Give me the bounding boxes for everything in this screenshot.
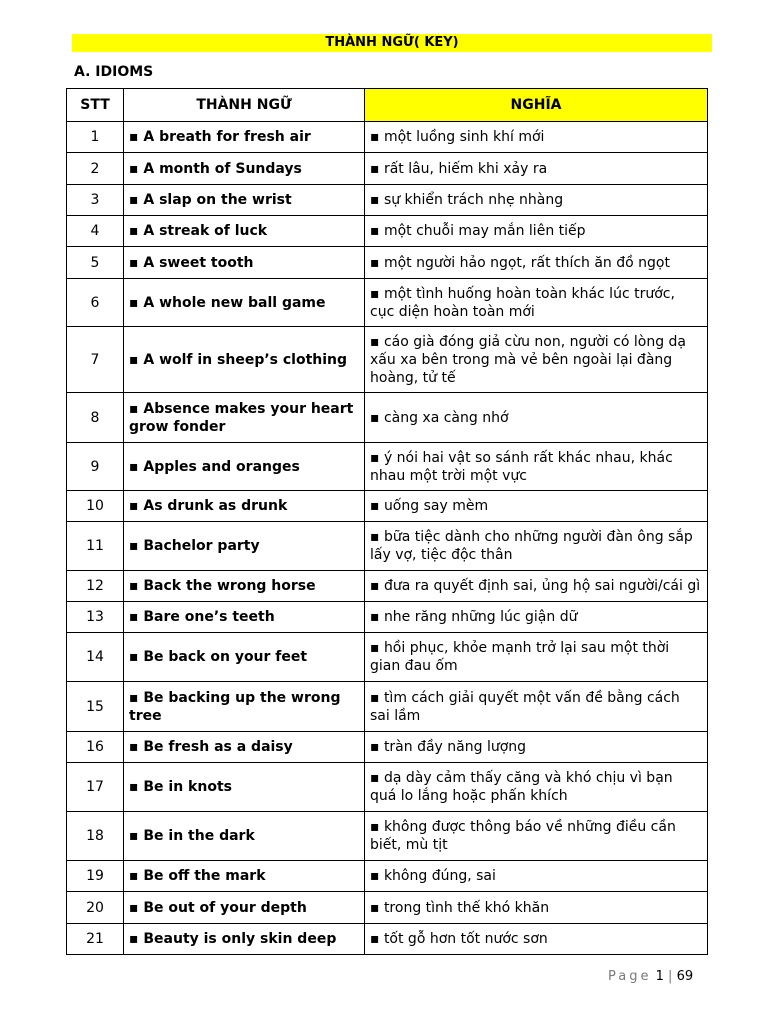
table-row [67,279,708,327]
table-row [67,216,708,247]
header-meaning: NGHĨA [365,89,708,122]
row-number: 16 [67,732,124,763]
meaning-cell: ▪ hồi phục, khỏe mạnh trở lại sau một thời gian đau ốm [365,633,708,682]
row-number: 15 [67,682,124,732]
row-number: 14 [67,633,124,682]
footer-page-total: 69 [676,969,694,984]
row-number: 11 [67,522,124,571]
meaning-cell: ▪ dạ dày cảm thấy căng và khó chịu vì bạn quá lo lắng hoặc phấn khích [365,763,708,812]
table-row [67,924,708,955]
idiom-cell: ▪ Back the wrong horse [124,571,365,602]
row-number: 8 [67,393,124,443]
idiom-cell: ▪ Apples and oranges [124,443,365,491]
table-row [67,185,708,216]
idiom-cell: ▪ Be in knots [124,763,365,812]
table-row [67,732,708,763]
meaning-cell: ▪ cáo già đóng giả cừu non, người có lòng dạ xấu xa bên trong mà vẻ bên ngoài lại đàng hoàng, tử tế [365,327,708,393]
meaning-cell: ▪ tràn đầy năng lượng [365,732,708,763]
meaning-cell: ▪ trong tình thế khó khăn [365,892,708,924]
row-number: 10 [67,491,124,522]
table-row [67,602,708,633]
idiom-cell: ▪ Be off the mark [124,861,365,892]
idiom-cell: ▪ Bare one’s teeth [124,602,365,633]
table-row [67,522,708,571]
meaning-cell: ▪ ý nói hai vật so sánh rất khác nhau, khác nhau một trời một vực [365,443,708,491]
row-number: 13 [67,602,124,633]
idiom-cell: ▪ A whole new ball game [124,279,365,327]
meaning-cell: ▪ rất lâu, hiếm khi xảy ra [365,153,708,185]
row-number: 9 [67,443,124,491]
page-footer [608,969,693,985]
idiom-cell: ▪ Be in the dark [124,812,365,861]
meaning-cell: ▪ một người hảo ngọt, rất thích ăn đồ ngọt [365,247,708,279]
table-row [67,491,708,522]
row-number: 18 [67,812,124,861]
idiom-cell: ▪ Be fresh as a daisy [124,732,365,763]
section-heading: A. IDIOMS [74,64,154,80]
table-row [67,122,708,153]
meaning-cell: ▪ đưa ra quyết định sai, ủng hộ sai người/cái gì [365,571,708,602]
row-number: 4 [67,216,124,247]
idioms-table [66,88,708,955]
meaning-cell: ▪ một tình huống hoàn toàn khác lúc trước, cục diện hoàn toàn mới [365,279,708,327]
table-row [67,763,708,812]
document-title: THÀNH NGỮ( KEY) [72,34,712,52]
table-row [67,571,708,602]
idiom-cell: ▪ A breath for fresh air [124,122,365,153]
row-number: 21 [67,924,124,955]
table-row [67,393,708,443]
header-idiom: THÀNH NGỮ [124,89,365,122]
row-number: 5 [67,247,124,279]
idiom-cell: ▪ Bachelor party [124,522,365,571]
footer-separator: | [668,969,673,984]
header-stt: STT [67,89,124,122]
meaning-cell: ▪ tốt gỗ hơn tốt nước sơn [365,924,708,955]
row-number: 17 [67,763,124,812]
row-number: 1 [67,122,124,153]
meaning-cell: ▪ càng xa càng nhớ [365,393,708,443]
meaning-cell: ▪ một luồng sinh khí mới [365,122,708,153]
footer-page-number: 1 [655,969,664,984]
idiom-cell: ▪ Be out of your depth [124,892,365,924]
table-row [67,633,708,682]
row-number: 3 [67,185,124,216]
row-number: 2 [67,153,124,185]
row-number: 19 [67,861,124,892]
meaning-cell: ▪ không được thông báo về những điều cần biết, mù tịt [365,812,708,861]
idiom-cell: ▪ As drunk as drunk [124,491,365,522]
idiom-cell: ▪ Be back on your feet [124,633,365,682]
table-body [67,122,708,955]
idiom-cell: ▪ Be backing up the wrong tree [124,682,365,732]
meaning-cell: ▪ tìm cách giải quyết một vấn đề bằng cách sai lầm [365,682,708,732]
row-number: 7 [67,327,124,393]
footer-page-label: Page [608,969,652,984]
table-row [67,861,708,892]
idiom-cell: ▪ A wolf in sheep’s clothing [124,327,365,393]
idiom-cell: ▪ A slap on the wrist [124,185,365,216]
idiom-cell: ▪ Beauty is only skin deep [124,924,365,955]
row-number: 12 [67,571,124,602]
row-number: 20 [67,892,124,924]
table-row [67,247,708,279]
meaning-cell: ▪ uống say mèm [365,491,708,522]
meaning-cell: ▪ một chuỗi may mắn liên tiếp [365,216,708,247]
idiom-cell: ▪ Absence makes your heart grow fonder [124,393,365,443]
row-number: 6 [67,279,124,327]
idiom-cell: ▪ A sweet tooth [124,247,365,279]
table-row [67,682,708,732]
table-header-row [67,89,708,122]
meaning-cell: ▪ nhe răng những lúc giận dữ [365,602,708,633]
table-row [67,892,708,924]
table-row [67,443,708,491]
table-row [67,153,708,185]
table-row [67,327,708,393]
idiom-cell: ▪ A month of Sundays [124,153,365,185]
meaning-cell: ▪ không đúng, sai [365,861,708,892]
table-row [67,812,708,861]
idiom-cell: ▪ A streak of luck [124,216,365,247]
meaning-cell: ▪ sự khiển trách nhẹ nhàng [365,185,708,216]
meaning-cell: ▪ bữa tiệc dành cho những người đàn ông sắp lấy vợ, tiệc độc thân [365,522,708,571]
